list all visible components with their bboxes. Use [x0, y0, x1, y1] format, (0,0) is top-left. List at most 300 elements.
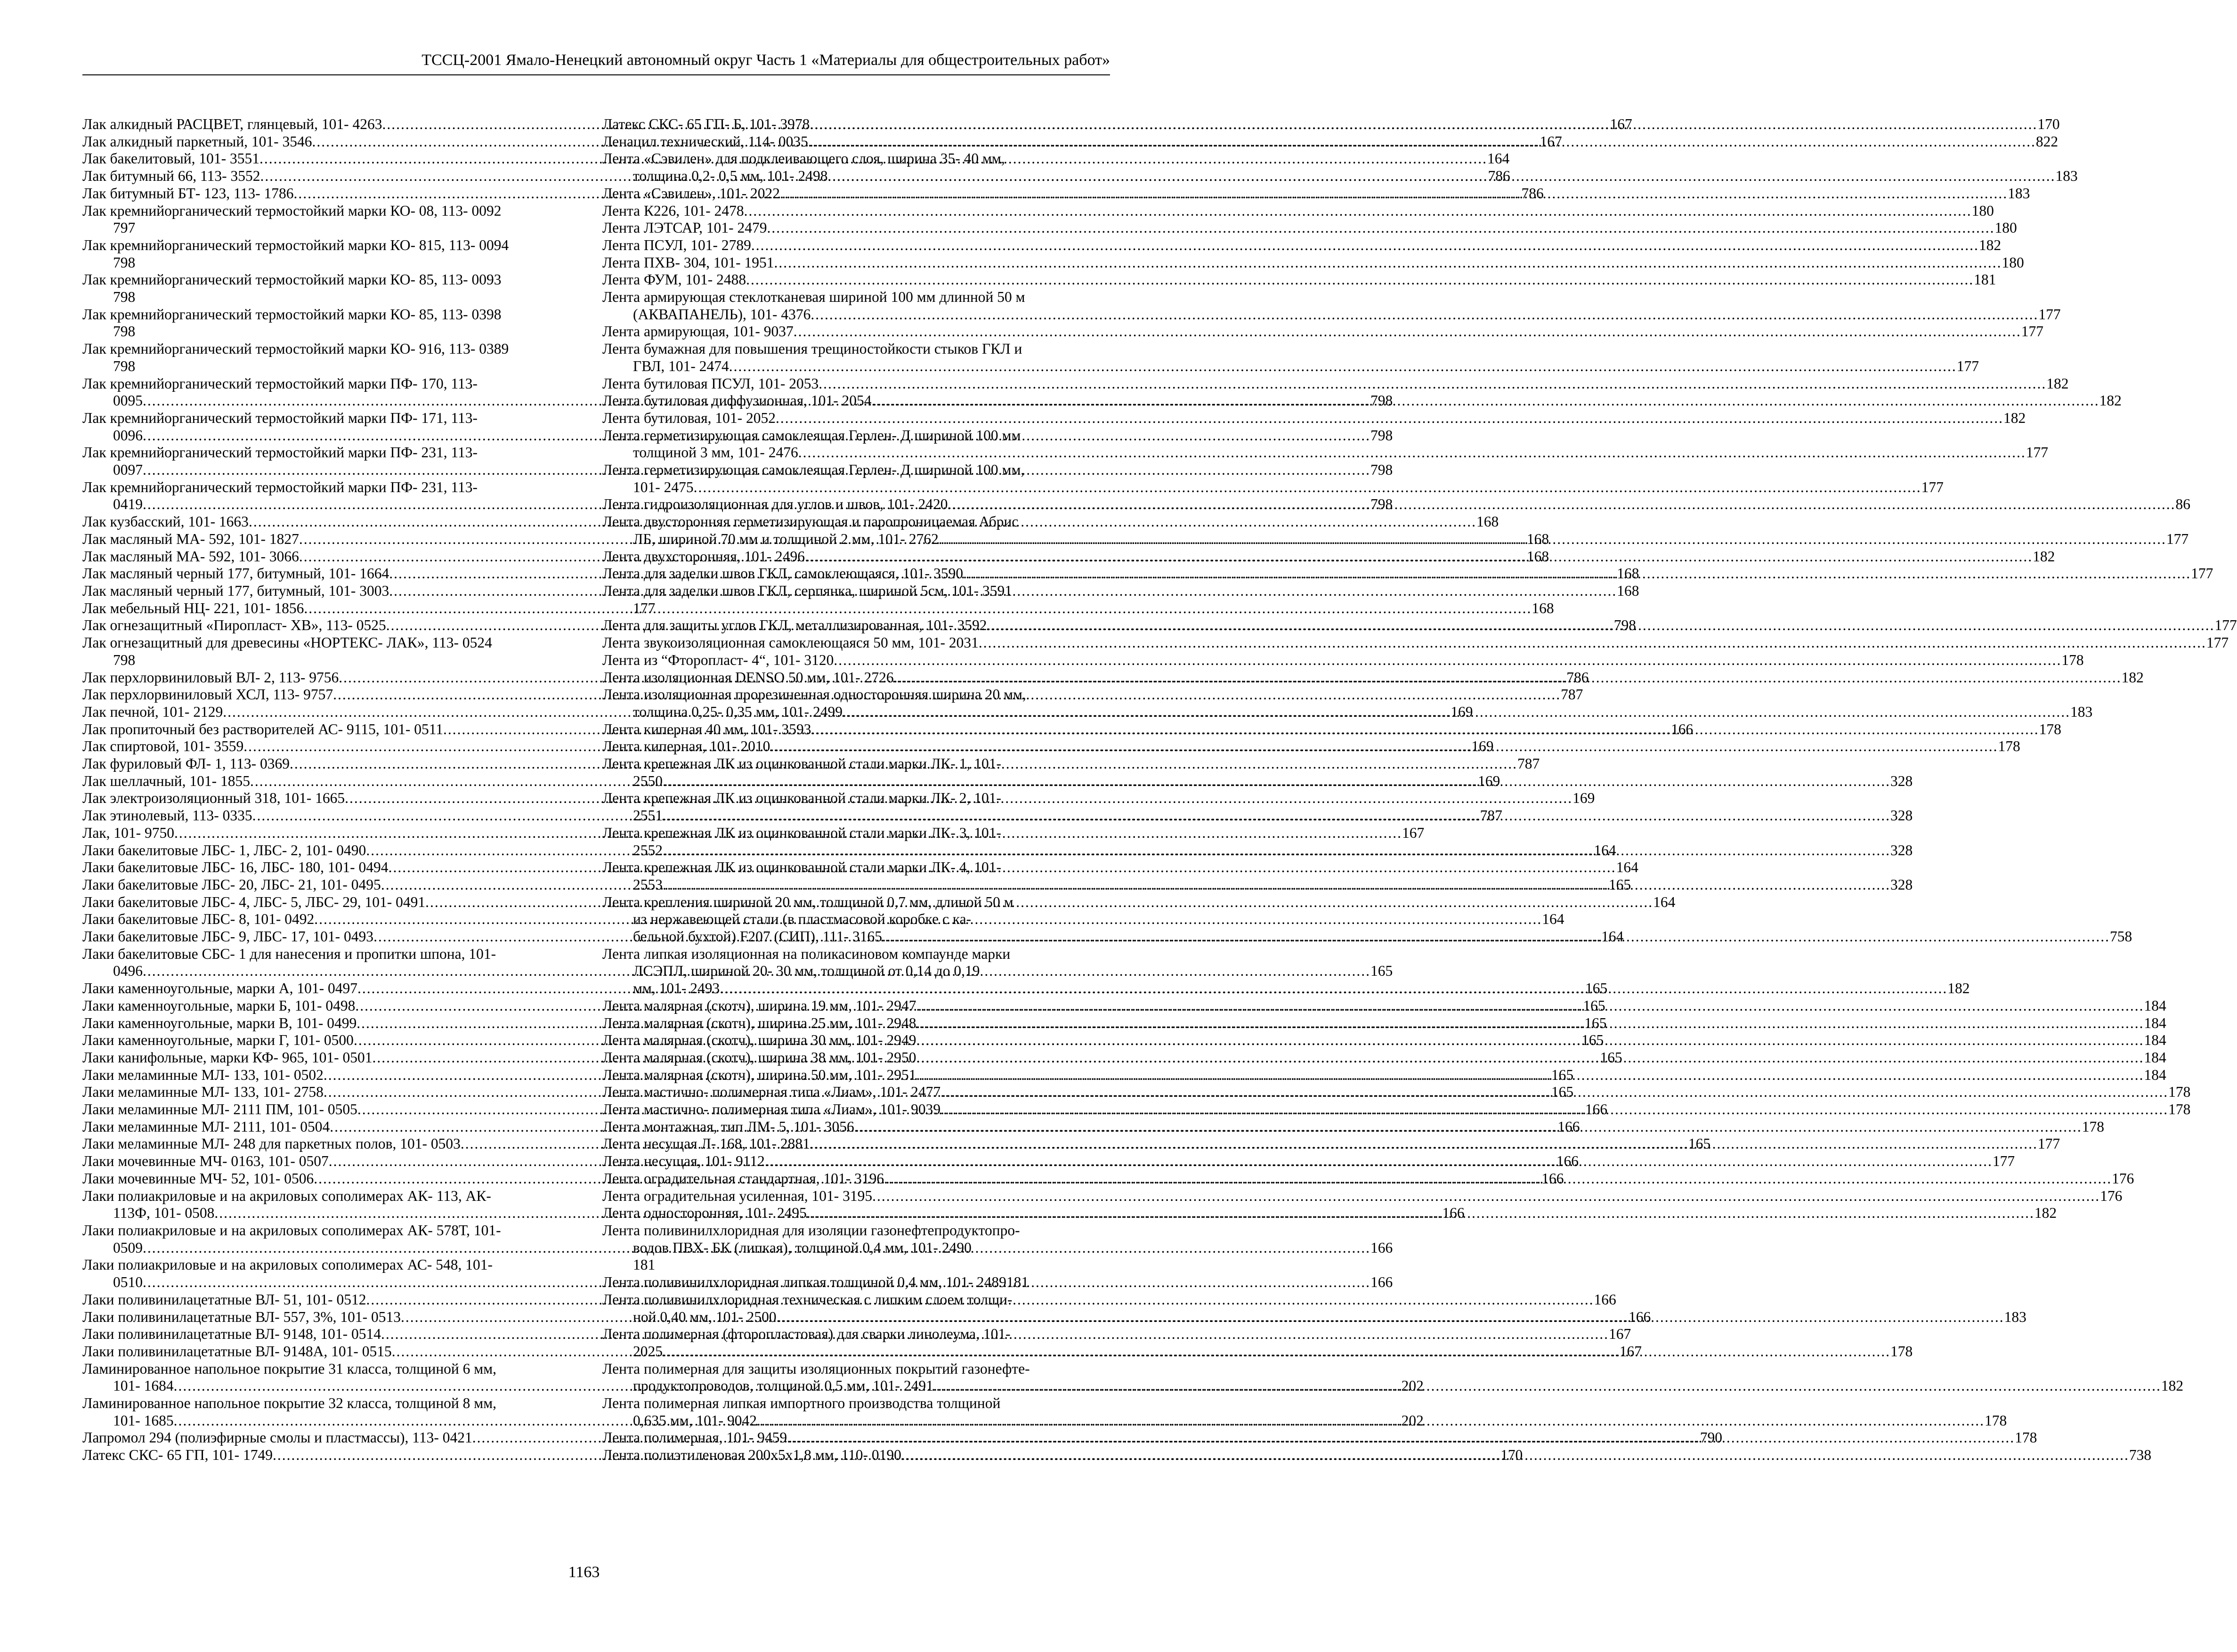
dot-leader [979, 634, 2206, 652]
entry-page-number: 177 [1956, 357, 1979, 374]
entry-text: 2550 [633, 772, 663, 789]
entry-text: Лаки бакелитовые ЛБС- 8, 101- 0492 [82, 911, 315, 928]
entry-text: Лента изоляционная DENSO 50 мм, 101- 2726 [602, 669, 894, 686]
entry-page-number: 169 [1451, 703, 1473, 720]
index-entry [602, 651, 2084, 669]
entry-text: Лак перхлорвиниловый ХСЛ, 113- 9757 [82, 686, 333, 703]
entry-text: Лак, 101- 9750 [82, 824, 175, 841]
entry-text: Лак огнезащитный «Пиропласт- ХВ», 113- 0525 [82, 617, 386, 634]
entry-text: 0097 [113, 462, 143, 478]
entry-page-number: 786 [1521, 185, 1544, 202]
entry-page-number: 165 [1584, 1014, 1607, 1031]
entry-text: Лак масляный черный 177, битумный, 101- 3003 [82, 582, 389, 599]
entry-text: Лак масляный черный 177, битумный, 101- 1664 [82, 565, 389, 582]
entry-text: Лак кремнийорганический термостойкий марки ПФ- 231, 113- [82, 444, 478, 461]
entry-page-number: 798 [1370, 392, 1393, 409]
entry-text: Лаки бакелитовые ЛБС- 9, ЛБС- 17, 101- 0493 [82, 928, 374, 945]
entry-page-number: 787 [1561, 686, 1583, 703]
entry-text: Лаки каменноугольные, марки Б, 101- 0498 [82, 997, 356, 1014]
entry-text: Лента монтажная, тип ЛМ- 5, 101- 3056 [602, 1118, 854, 1135]
entry-page-number: 166 [1442, 1205, 1465, 1222]
entry-text: Лента ПСУЛ, 101- 2789 [602, 236, 751, 253]
entry-page-number: 167 [1609, 1326, 1631, 1343]
index-entry [602, 236, 2002, 254]
entry-text: Лента герметизирующая самоклеящая Герлен- Д шириной 100 мм [602, 427, 1021, 444]
entry-text: Лента армирующая, 101- 9037 [602, 323, 794, 340]
index-entry [602, 375, 2069, 393]
entry-text: Лента бутиловая диффузионная, 101- 2054 [602, 392, 872, 409]
entry-page-number: 165 [1585, 980, 1608, 997]
entry-text: Лак электроизоляционный 318, 101- 1665 [82, 790, 345, 807]
entry-text: Лента киперная, 101- 2010 [602, 738, 770, 755]
entry-page-number: 176 [2100, 1187, 2123, 1204]
entry-page-number: 177 [1921, 478, 1944, 495]
entry-text: Лаки поливинилацетатные ВЛ- 9148А, 101- 0515 [82, 1343, 392, 1360]
entry-text: Лента мастично- полимерная типа «Лиам», 101- 9039 [602, 1101, 941, 1118]
entry-page-number: 178 [2015, 1429, 2037, 1446]
header-rule [82, 74, 1110, 75]
entry-text: Лента ФУМ, 101- 2488 [602, 271, 746, 288]
entry-text: 797 [113, 219, 136, 236]
entry-text: 798 [113, 254, 136, 271]
entry-text: из нержавеющей стали (в пластмасовой коробке с ка- [633, 911, 972, 928]
entry-page-number: 165 [1600, 1049, 1622, 1066]
entry-text: 0419 [113, 496, 143, 513]
entry-page-number: 182 [1947, 980, 1970, 997]
entry-text: 101- 1684 [113, 1377, 174, 1394]
index-entry [82, 634, 590, 669]
index-entry [82, 237, 590, 271]
dot-leader [774, 254, 2002, 272]
entry-page-number: 166 [1629, 1308, 1651, 1325]
index-entry [602, 271, 1996, 289]
entry-page-number: 178 [2061, 651, 2084, 668]
dot-leader [987, 617, 2214, 634]
entry-text: Лента для заделки швов ГКЛ, серпянка, шириной 5см, 101- 3591 [602, 582, 1012, 599]
entry-text: Латекс СКС- 65 ГП- Б, 101- 3978 [602, 116, 810, 132]
entry-text: Лаки мочевинные МЧ- 0163, 101- 0507 [82, 1153, 329, 1170]
dot-leader [834, 652, 2061, 669]
entry-text: Лак мебельный НЦ- 221, 101- 1856 [82, 599, 304, 616]
dot-leader [776, 410, 2003, 427]
dot-leader [744, 202, 1972, 220]
entry-text: (АКВАПАНЕЛЬ), 101- 4376 [633, 306, 811, 323]
entry-page-number: 165 [1370, 963, 1393, 980]
entry-text: Лента звукоизоляционная самоклеющаяся 50 мм, 101- 2031 [602, 634, 979, 651]
index-entry [602, 409, 2026, 427]
entry-page-number: 177 [2038, 306, 2061, 323]
entry-page-number: 184 [2144, 997, 2166, 1014]
entry-text: Лента бумажная для повышения трещиностойкости стыков ГКЛ и [602, 340, 1022, 357]
dot-leader [720, 980, 1947, 997]
dot-leader [819, 375, 2046, 393]
entry-text: Лаки меламинные МЛ- 2111, 101- 0504 [82, 1118, 330, 1135]
entry-text: Лак кремнийорганический термостойкий марки ПФ- 231, 113- [82, 478, 478, 495]
entry-text: 101- 2475 [633, 478, 694, 495]
dot-leader [894, 669, 2122, 687]
entry-text: бельной бухтой) F207 (СИП), 111- 3165 [633, 928, 883, 945]
entry-page-number: 177 [2021, 323, 2043, 340]
entry-page-number: 164 [1653, 893, 1676, 910]
dot-leader [663, 773, 1890, 790]
entry-page-number: 178 [2039, 721, 2061, 737]
entry-page-number: 177 [2191, 565, 2213, 582]
entry-text: Лак шеллачный, 101- 1855 [82, 772, 251, 789]
entry-text: Лента малярная (скотч), ширина 38 мм, 101- 2950 [602, 1049, 916, 1066]
dot-leader [808, 133, 2036, 151]
entry-text: Лак печной, 101- 2129 [82, 703, 223, 720]
entry-page-number: 182 [2033, 548, 2055, 565]
entry-text: мм, 101- 2493 [633, 980, 720, 997]
index-entry [82, 306, 590, 340]
entry-page-number: 202 [1401, 1377, 1424, 1394]
entry-page-number: 168 [1476, 513, 1499, 530]
entry-page-number: 166 [1557, 1118, 1580, 1135]
index-entry [602, 1222, 1110, 1274]
entry-text: Ламинированное напольное покрытие 32 класса, толщиной 8 мм, [82, 1395, 497, 1412]
entry-text: Лак алкидный паркетный, 101- 3546 [82, 133, 312, 150]
entry-text: Лента для защиты углов ГКЛ, металлизированная, 101- 3592 [602, 617, 987, 634]
entry-text: Лента крепежная ЛК из оцинкованной стали марки ЛК- 1, 101- [602, 755, 1001, 772]
entry-text: Лак масляный МА- 592, 101- 3066 [82, 548, 299, 565]
dot-leader [729, 358, 1957, 375]
entry-page-number: 798 [1370, 427, 1393, 444]
entry-page-number: 786 [1488, 168, 1510, 185]
entry-text: 181 [633, 1256, 656, 1273]
dot-leader [872, 392, 2099, 410]
entry-text: Лак пропиточный без растворителей АС- 9115, 101- 0511 [82, 721, 444, 737]
entry-page-number: 165 [1608, 876, 1631, 893]
dot-leader [694, 479, 1921, 496]
entry-page-number: 177 [2214, 617, 2237, 634]
entry-text: Лента оградительная стандартная, 101- 3196 [602, 1170, 884, 1187]
entry-page-number: 328 [1890, 807, 1913, 824]
entry-text: Лента гидроизоляционная для углов и швов, 101- 2420 [602, 496, 948, 513]
entry-page-number: 170 [1500, 1447, 1523, 1464]
entry-text: Лапромол 294 (полиэфирные смолы и пластмассы), 113- 0421 [82, 1429, 472, 1446]
entry-page-number: 180 [1994, 219, 2017, 236]
entry-text: Лаки меламинные МЛ- 248 для паркетных полов, 101- 0503 [82, 1135, 461, 1152]
entry-page-number: 738 [2129, 1447, 2152, 1464]
entry-page-number: 164 [1542, 911, 1564, 928]
entry-page-number: 176 [2112, 1170, 2134, 1187]
dot-leader [963, 565, 2191, 583]
dot-leader [843, 704, 2070, 721]
entry-page-number: 177 [2166, 530, 2189, 547]
entry-page-number: 184 [2144, 1032, 2166, 1049]
dot-leader [751, 237, 1979, 254]
dot-leader [811, 721, 2039, 738]
entry-text: Лаки каменноугольные, марки В, 101- 0499 [82, 1014, 357, 1031]
entry-page-number: 183 [2004, 1308, 2026, 1325]
running-header: ТССЦ-2001 Ямало-Ненецкий автономный округ Часть 1 «Материалы для общестроительных работ» [421, 51, 1110, 69]
entry-text: Лента армирующая стеклотканевая шириной 100 мм длинной 50 м [602, 289, 1025, 306]
dot-leader [811, 306, 2038, 324]
entry-page-number: 167 [1610, 116, 1632, 132]
entry-text: Лента киперная 40 мм, 101- 3593 [602, 721, 811, 737]
entry-text: Лента липкая изоляционная на поликасиновом компаунде марки [602, 945, 1011, 962]
entry-text: Лента двусторонняя герметизирующая и паропроницаемая Абрис [602, 513, 1019, 530]
entry-page-number: 178 [2082, 1118, 2104, 1135]
entry-page-number: 180 [2002, 254, 2024, 271]
entry-text: Лента бутиловая, 101- 2052 [602, 409, 776, 426]
entry-page-number: 182 [2121, 669, 2144, 686]
dot-leader [787, 1429, 2015, 1447]
entry-page-number: 178 [1984, 1412, 2007, 1429]
entry-text: 798 [113, 651, 136, 668]
entry-text: Лак кремнийорганический термостойкий марки ПФ- 170, 113- [82, 375, 478, 392]
entry-page-number: 180 [1971, 202, 1994, 219]
entry-text: Лак бакелитовый, 101- 3551 [82, 150, 259, 167]
entry-text: Лак кремнийорганический термостойкий марки КО- 815, 113- 0094 [82, 236, 509, 253]
entry-page-number: 170 [2037, 116, 2060, 132]
dot-leader [810, 1135, 2038, 1153]
entry-text: Лак огнезащитный для древесины «НОРТЕКС- ЛАК», 113- 0524 [82, 634, 492, 651]
entry-page-number: 177 [1992, 1153, 2015, 1170]
dot-leader [901, 1447, 2129, 1464]
index-entry [82, 340, 590, 375]
dot-leader [663, 807, 1890, 825]
entry-text: Лента полимерная для защиты изоляционных покрытий газонефте- [602, 1360, 1030, 1377]
entry-page-number: 202 [1401, 1412, 1424, 1429]
entry-text: ГВЛ, 101- 2474 [633, 357, 729, 374]
entry-text: Лаки поливинилацетатные ВЛ- 9148, 101- 0514 [82, 1326, 381, 1343]
entry-text: Лак кремнийорганический термостойкий марки ПФ- 171, 113- [82, 409, 478, 426]
entry-text: Лента бутиловая ПСУЛ, 101- 2053 [602, 375, 819, 392]
entry-page-number: 86 [2175, 496, 2191, 513]
entry-page-number: 183 [2070, 703, 2093, 720]
entry-text: Лаки канифольные, марки КФ- 965, 101- 0501 [82, 1049, 373, 1066]
entry-text: Лак битумный БТ- 123, 113- 1786 [82, 185, 294, 202]
entry-text: Лак этинолевый, 113- 0335 [82, 807, 252, 824]
index-entry [602, 340, 1979, 375]
index-entry [602, 254, 2024, 272]
entry-page-number: 184 [2144, 1014, 2166, 1031]
entry-text: Лаки мочевинные МЧ- 52, 101- 0506 [82, 1170, 314, 1187]
dot-leader [882, 928, 2110, 946]
entry-text: Лаки меламинные МЛ- 2111 ПМ, 101- 0505 [82, 1101, 357, 1118]
entry-text: 0,635 мм, 101- 9042 [633, 1412, 757, 1429]
dot-leader [916, 1067, 2144, 1084]
entry-text: 0496 [113, 963, 143, 980]
entry-page-number: 166 [1556, 1153, 1579, 1170]
entry-page-number: 182 [2099, 392, 2122, 409]
entry-text: 177 [633, 599, 656, 616]
entry-text: Лак битумный 66, 113- 3552 [82, 168, 260, 185]
entry-text: Лента герметизирующая самоклеящая Герлен- Д шириной 100 мм, [602, 462, 1025, 478]
entry-page-number: 177 [2026, 444, 2048, 461]
dot-leader [746, 271, 1974, 289]
dot-leader [884, 1170, 2112, 1188]
entry-text: Лаки полиакриловые и на акриловых сополимерах АК- 113, АК- [82, 1187, 491, 1204]
entry-page-number: 165 [1551, 1084, 1574, 1101]
entry-page-number: 178 [1998, 738, 2020, 755]
entry-page-number: 758 [2110, 928, 2132, 945]
entry-text: Латекс СКС- 65 ГП, 101- 1749 [82, 1447, 273, 1464]
entry-page-number: 165 [1581, 1032, 1604, 1049]
entry-page-number: 787 [1480, 807, 1502, 824]
entry-text: Лента оградительная усиленная, 101- 3195 [602, 1187, 873, 1204]
entry-page-number: 167 [1619, 1343, 1642, 1360]
entry-page-number: 182 [2046, 375, 2069, 392]
entry-page-number: 178 [2168, 1101, 2191, 1118]
entry-text: ЛСЭПЛ, шириной 20- 30 мм, толщиной от 0,14 до 0,19 [633, 963, 980, 980]
entry-text: 0510 [113, 1274, 143, 1291]
entry-text: Лак спиртовой, 101- 3559 [82, 738, 244, 755]
entry-page-number: 183 [2055, 168, 2078, 185]
entry-page-number: 169 [1572, 790, 1595, 807]
index-entry [602, 202, 1994, 220]
index-entry [602, 323, 2043, 340]
entry-text: Лаки поливинилацетатные ВЛ- 51, 101- 0512 [82, 1291, 366, 1308]
entry-text: Лента ПХВ- 304, 101- 1951 [602, 254, 774, 271]
entry-text: Лента полиэтиленовая 200х5х1,8 мм, 110- 0190 [602, 1447, 901, 1464]
entry-page-number: 328 [1890, 842, 1913, 858]
entry-text: Лента несущая, 101- 9112 [602, 1153, 765, 1170]
entry-text: Лента крепления шириной 20 мм, толщиной 0,7 мм, длиной 50 м [602, 893, 1013, 910]
dot-leader [916, 997, 2144, 1015]
dot-leader [854, 1118, 2082, 1136]
entry-text: Лаки бакелитовые ЛБС- 16, ЛБС- 180, 101- 0494 [82, 859, 389, 876]
index-entry [602, 1274, 1110, 1291]
entry-page-number: 164 [1601, 928, 1624, 945]
dot-leader [767, 219, 1995, 237]
entry-text: толщиной 3 мм, 101- 2476 [633, 444, 798, 461]
entry-page-number: 182 [2034, 1205, 2057, 1222]
entry-text: Лента крепежная ЛК из оцинкованной стали марки ЛК- 3, 101- [602, 824, 1001, 841]
entry-text: Лак фуриловый ФЛ- 1, 113- 0369 [82, 755, 290, 772]
index-entry [602, 289, 2061, 323]
entry-text: Лаки каменноугольные, марки Г, 101- 0500 [82, 1032, 354, 1049]
entry-text: Лак кремнийорганический термостойкий марки КО- 916, 113- 0389 [82, 340, 509, 357]
dot-leader [757, 1412, 1985, 1430]
entry-text: толщина 0,2- 0,5 мм, 101- 2498 [633, 168, 828, 185]
entry-text: ЛБ, шириной 70 мм и толщиной 2 мм, 101- 2762 [633, 530, 939, 547]
index-entry [602, 219, 2017, 237]
dot-leader [663, 876, 1890, 894]
entry-text: Лента полимерная, 101- 9459 [602, 1429, 787, 1446]
entry-page-number: 166 [1541, 1170, 1564, 1187]
entry-page-number: 165 [1583, 997, 1605, 1014]
entry-text: Лента малярная (скотч), ширина 19 мм, 101- 2947 [602, 997, 916, 1014]
entry-page-number: 168 [1532, 599, 1554, 616]
entry-text: 0096 [113, 427, 143, 444]
entry-text: Лак перхлорвиниловый ВЛ- 2, 113- 9756 [82, 669, 339, 686]
entry-text: Лента «Сэвилен» для подклеивающего слоя, ширина 35- 40 мм, [602, 150, 1005, 167]
entry-page-number: 166 [1671, 721, 1694, 737]
entry-text: Лаки меламинные МЛ- 133, 101- 2758 [82, 1084, 324, 1101]
entry-page-number: 168 [1617, 565, 1639, 582]
entry-page-number: 166 [1594, 1291, 1616, 1308]
entry-page-number: 822 [2035, 133, 2059, 150]
entry-text: Лента К226, 101- 2478 [602, 202, 744, 219]
entry-page-number: 165 [1551, 1066, 1574, 1083]
entry-text: толщина 0,25- 0,35 мм, 101- 2499 [633, 703, 843, 720]
dot-leader [933, 1377, 2161, 1395]
entry-page-number: 166 [1370, 1274, 1393, 1291]
entry-page-number: 182 [2161, 1377, 2184, 1394]
entry-text: Лента крепежная ЛК из оцинкованной стали марки ЛК- 4, 101- [602, 859, 1001, 876]
entry-page-number: 177 [2206, 634, 2229, 651]
entry-text: 2552 [633, 842, 663, 858]
entry-page-number: 181 [1974, 271, 1996, 288]
entry-page-number: 787 [1517, 755, 1540, 772]
entry-page-number: 169 [1471, 738, 1494, 755]
entry-page-number: 165 [1688, 1135, 1711, 1152]
dot-leader [805, 548, 2033, 566]
entry-text: продуктопроводов, толщиной 0,5 мм, 101- 2491 [633, 1377, 933, 1394]
entry-text: Лента поливинилхлоридная для изоляции газонефтепродуктопро- [602, 1222, 1020, 1239]
entry-text: Лак масляный МА- 592, 101- 1827 [82, 530, 299, 547]
entry-text: 2025 [633, 1343, 663, 1360]
entry-page-number: 166 [1370, 1239, 1393, 1256]
dot-leader [916, 1032, 2144, 1049]
dot-leader [810, 116, 2037, 133]
entry-page-number: 178 [2168, 1084, 2191, 1101]
dot-leader [939, 531, 2166, 548]
entry-text: Лента ЛЭТСАР, 101- 2479 [602, 219, 767, 236]
entry-text: Лента малярная (скотч), ширина 50 мм, 101- 2951 [602, 1066, 916, 1083]
entry-page-number: 166 [1585, 1101, 1608, 1118]
entry-text: Лаки бакелитовые ЛБС- 20, ЛБС- 21, 101- 0495 [82, 876, 381, 893]
entry-page-number: 798 [1613, 617, 1636, 634]
dot-leader [663, 842, 1890, 859]
entry-text: 2551 [633, 807, 663, 824]
dot-leader [940, 1084, 2168, 1101]
entry-page-number: 169 [1478, 772, 1500, 789]
entry-text: Лаки меламинные МЛ- 133, 101- 0502 [82, 1066, 324, 1083]
dot-leader [777, 1309, 2004, 1326]
entry-text: 798 [113, 357, 136, 374]
entry-text: Лаки бакелитовые ЛБС- 4, ЛБС- 5, ЛБС- 29, 101- 0491 [82, 893, 426, 910]
dot-leader [798, 444, 2026, 462]
entry-text: Лаки бакелитовые СБС- 1 для нанесения и пропитки шпона, 101- [82, 945, 496, 962]
entry-page-number: 798 [1370, 462, 1393, 478]
entry-text: Лента для заделки швов ГКЛ, самоклеющаяся, 101- 3590 [602, 565, 964, 582]
dot-leader [872, 1188, 2100, 1205]
dot-leader [663, 1343, 1890, 1360]
entry-text: Лента мастично- полимерная типа «Лиам», 101- 2477 [602, 1084, 941, 1101]
entry-page-number: 790 [1700, 1429, 1722, 1446]
entry-page-number: 177 [2037, 1135, 2060, 1152]
entry-text: Ламинированное напольное покрытие 31 класса, толщиной 6 мм, [82, 1360, 497, 1377]
entry-text: водов ПВХ- БК (липкая), толщиной 0,4 мм, 101- 2490 [633, 1239, 972, 1256]
entry-page-number: 184 [2144, 1049, 2166, 1066]
entry-text: Лента полимерная (фторопластовая) для сварки линолеума, 101- [602, 1326, 1011, 1343]
entry-text: Лаки полиакриловые и на акриловых сополимерах АК- 578Т, 101- [82, 1222, 501, 1239]
entry-page-number: 328 [1890, 876, 1913, 893]
dot-leader [794, 323, 2021, 340]
dot-leader [916, 1015, 2144, 1032]
entry-text: Лента «Сэвилен», 101- 2022 [602, 185, 780, 202]
dot-leader [948, 496, 2176, 513]
entry-page-number: 168 [1526, 548, 1549, 565]
entry-page-number: 164 [1594, 842, 1616, 858]
entry-text: Лента из “Фторопласт- 4“, 101- 3120 [602, 651, 834, 668]
entry-page-number: 167 [1540, 133, 1562, 150]
entry-text: Лента несущая Л- 168, 101- 2881 [602, 1135, 810, 1152]
entry-page-number: 182 [1978, 236, 2002, 253]
entry-text: Лак кремнийорганический термостойкий марки КО- 85, 113- 0093 [82, 271, 502, 288]
entry-page-number: 328 [1890, 772, 1913, 789]
entry-text: Лента малярная (скотч), ширина 25 мм, 101- 2948 [602, 1014, 916, 1031]
entry-text: 2553 [633, 876, 663, 893]
entry-page-number: 786 [1566, 669, 1589, 686]
dot-leader [807, 1205, 2034, 1222]
entry-text: Лента односторонняя, 101- 2495 [602, 1205, 807, 1222]
entry-text: Ленацил технический, 114- 0035 [602, 133, 808, 150]
entry-page-number: 164 [1616, 859, 1638, 876]
